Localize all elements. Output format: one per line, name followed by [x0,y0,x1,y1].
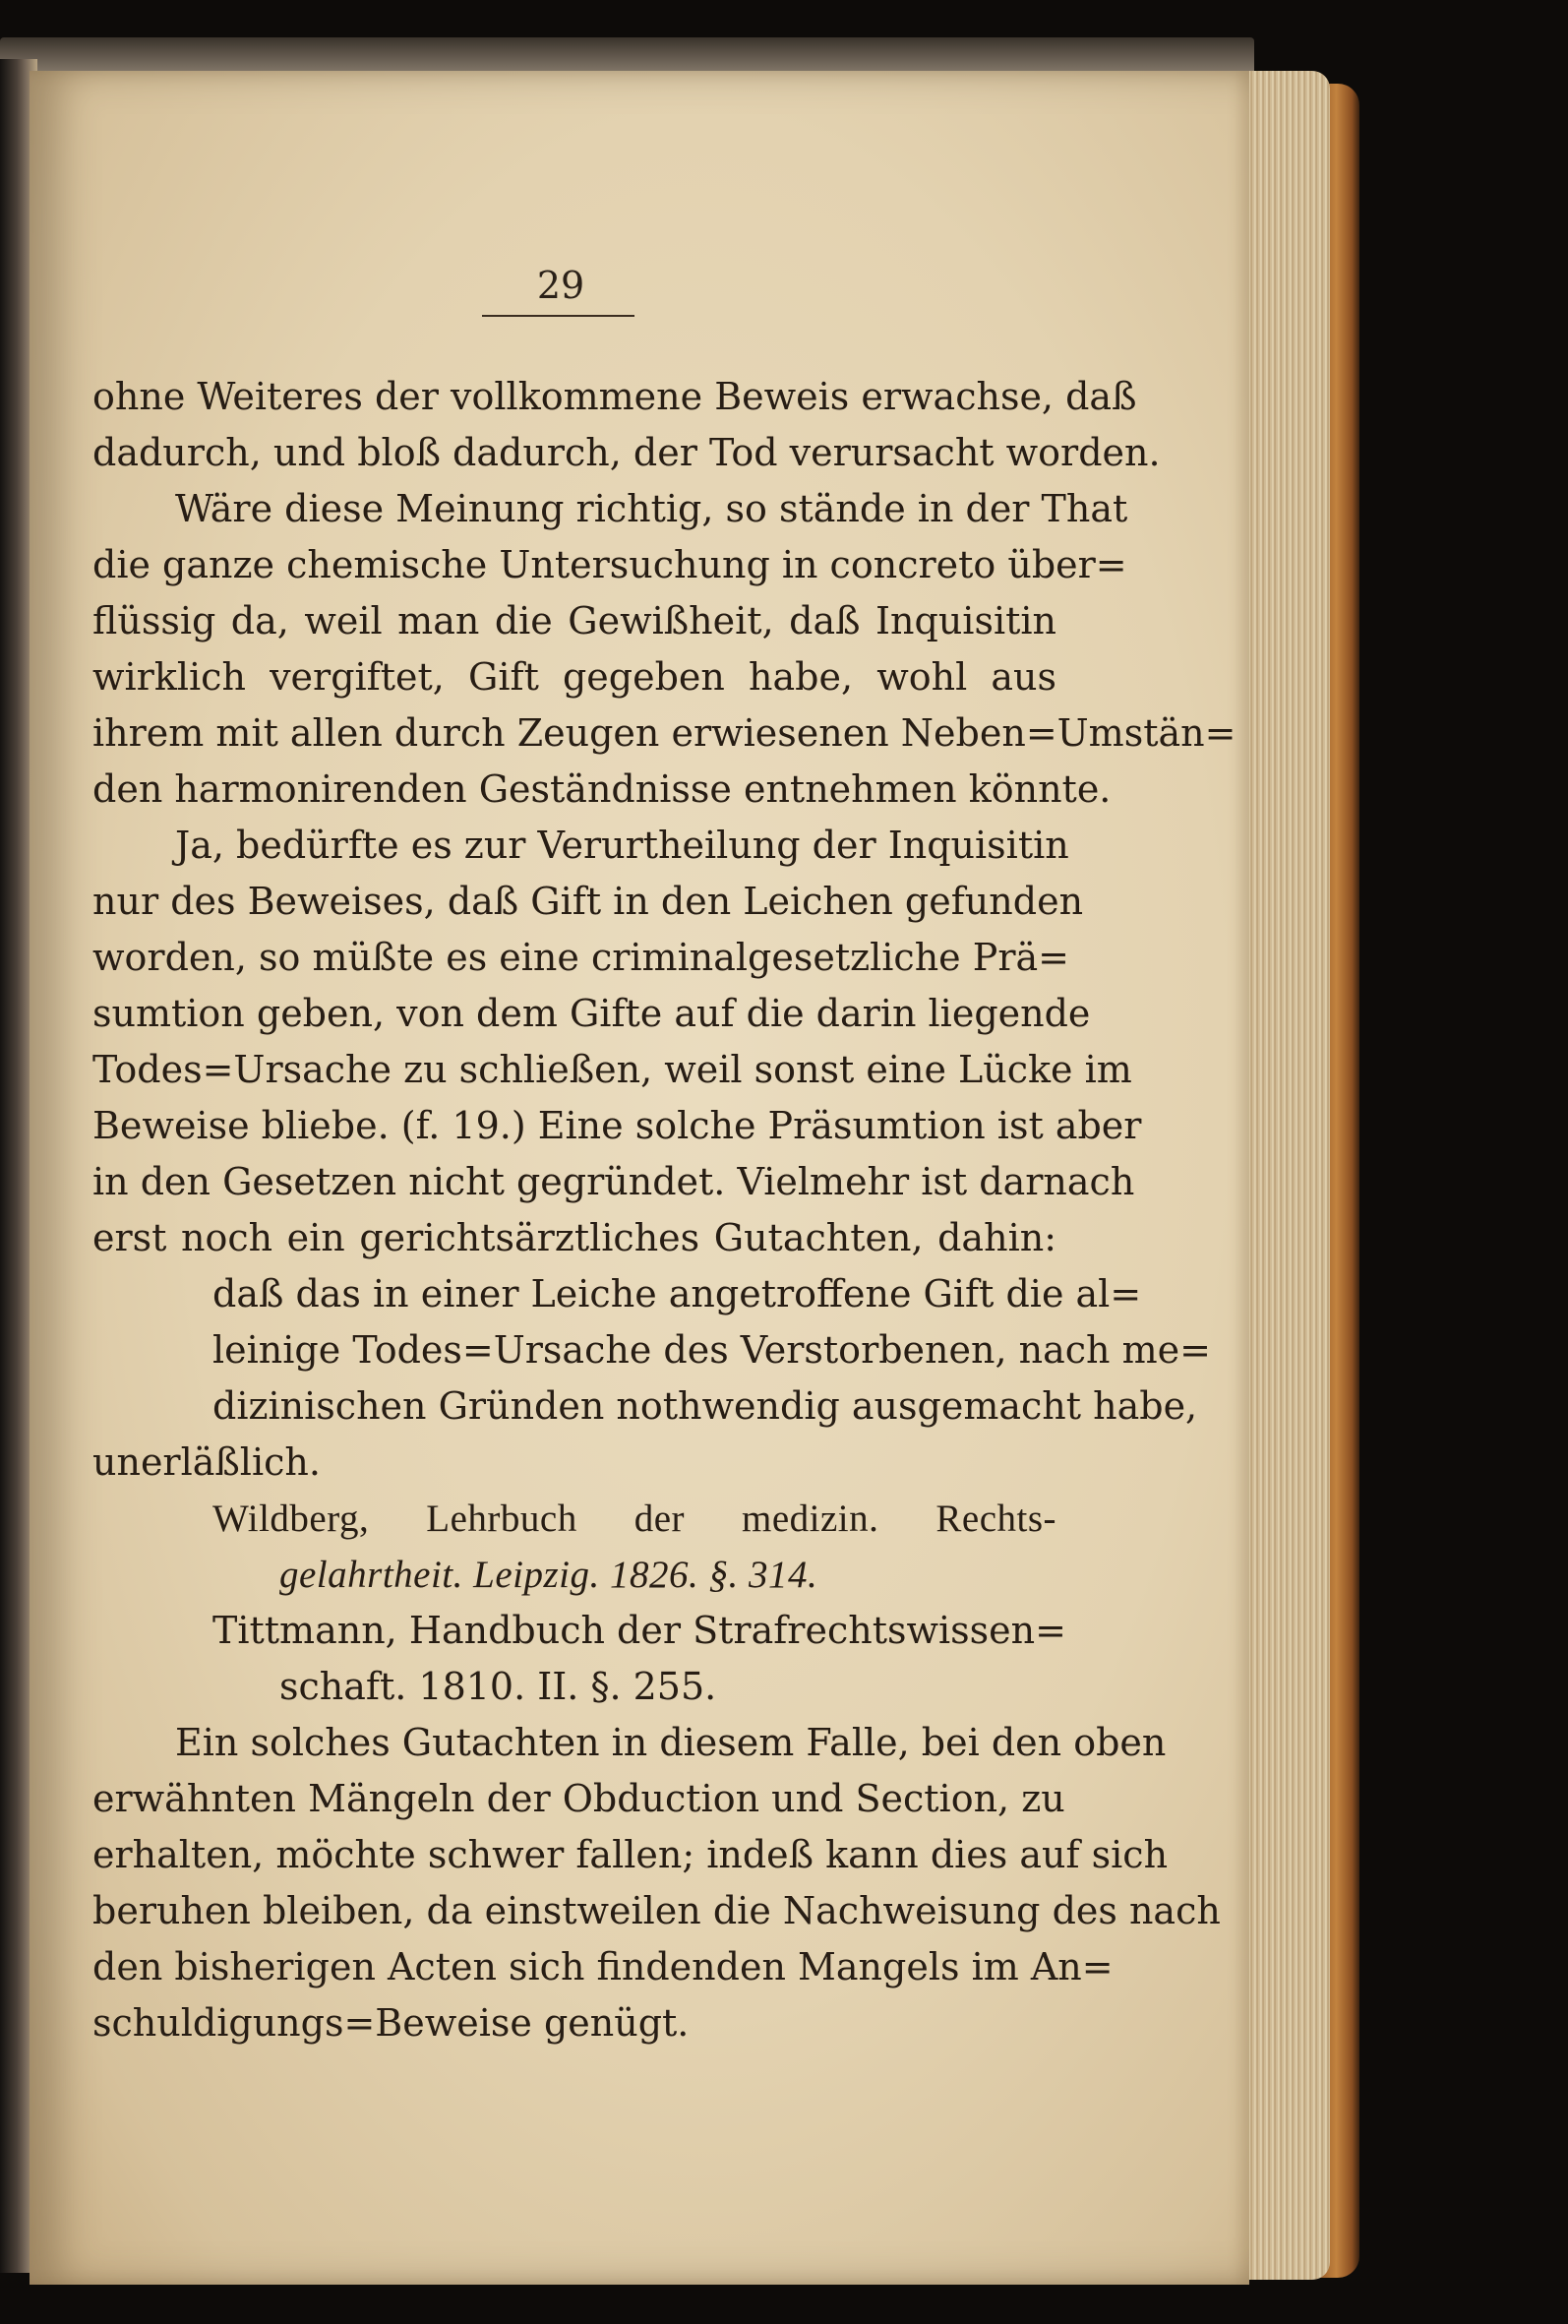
page-number-rule [482,315,634,317]
text-line: dadurch, und bloß dadurch, der Tod verursacht worden. [92,431,1161,474]
text-line: den harmonirenden Geständnisse entnehmen könnte. [92,767,1112,811]
text-line: wirklich vergiftet, Gift gegeben habe, wohl aus [92,655,1056,699]
text-line: ohne Weiteres der vollkommene Beweis erwachse, daß [92,375,1137,418]
text-line: Ein solches Gutachten in diesem Falle, bei den oben [175,1721,1167,1764]
text-line: unerläßlich. [92,1440,321,1484]
text-line: Beweise bliebe. (f. 19.) Eine solche Präsumtion ist aber [92,1104,1142,1147]
text-line: schuldigungs=Beweise genügt. [92,2001,690,2045]
text-line: beruhen bleiben, da einstweilen die Nachweisung des nach [92,1889,1221,1932]
text-line: nur des Beweises, daß Gift in den Leichen gefunden [92,880,1084,923]
body-text [92,369,1236,2051]
page-fore-edge [1241,71,1330,2280]
text-line: schaft. 1810. II. §. 255. [279,1665,717,1708]
text-line: dizinischen Gründen nothwendig ausgemacht habe, [212,1384,1198,1428]
text-line: in den Gesetzen nicht gegründet. Vielmehr ist darnach [92,1160,1135,1203]
text-line: erst noch ein gerichtsärztliches Gutachten, dahin: [92,1216,1056,1259]
text-line: worden, so müßte es eine criminalgesetzliche Prä= [92,936,1069,979]
text-line: gelahrtheit. Leipzig. 1826. §. 314. [279,1554,818,1596]
text-line: die ganze chemische Untersuchung in concreto über= [92,543,1127,586]
text-line: leinige Todes=Ursache des Verstorbenen, nach me= [212,1328,1211,1372]
text-line: flüssig da, weil man die Gewißheit, daß Inquisitin [92,599,1056,642]
text-line: erhalten, möchte schwer fallen; indeß kann dies auf sich [92,1833,1169,1876]
text-line: Wäre diese Meinung richtig, so stände in der That [175,487,1128,530]
text-line: erwähnten Mängeln der Obduction und Section, zu [92,1777,1065,1820]
text-line: ihrem mit allen durch Zeugen erwiesenen Neben=Umstän= [92,711,1236,755]
text-line: Todes=Ursache zu schließen, weil sonst eine Lücke im [92,1048,1132,1091]
text-line: den bisherigen Acten sich findenden Mangels im An= [92,1945,1114,1988]
text-line: sumtion geben, von dem Gifte auf die darin liegende [92,992,1091,1035]
text-line: Ja, bedürfte es zur Verurtheilung der Inquisitin [175,824,1069,867]
page-number: 29 [536,264,585,307]
text-line: Wildberg, Lehrbuch der medizin. Rechts- [212,1498,1056,1540]
text-line: Tittmann, Handbuch der Strafrechtswissen= [212,1609,1066,1652]
text-line: daß das in einer Leiche angetroffene Gift die al= [212,1272,1142,1315]
